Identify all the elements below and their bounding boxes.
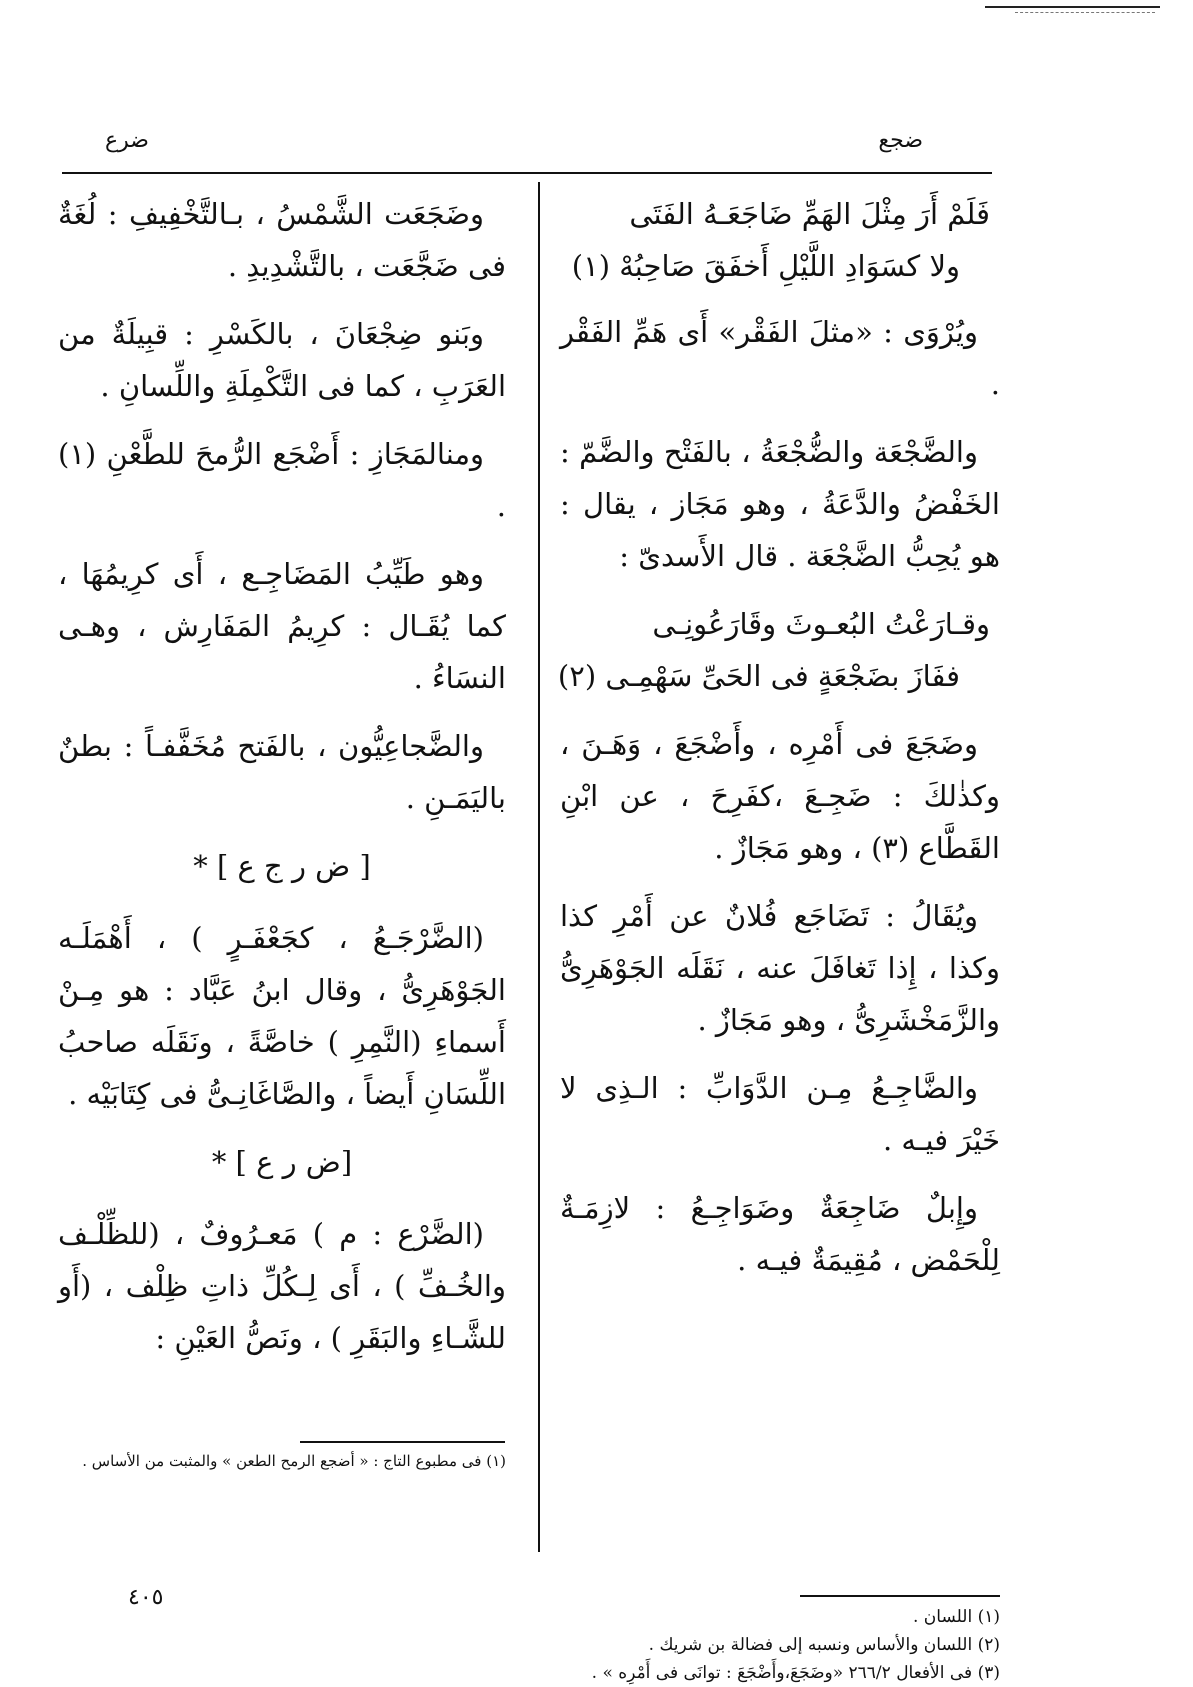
paragraph: (الضَّرْع : م ) مَعـرُوفٌ ، (للظِّلْـف والخُـفِّ ) ، أَى لِـكُلِّ ذاتِ ظِلْف ، (أَو للشَّـاءِ والبَقَرِ ) ، ونَصُّ العَيْنِ : — [58, 1217, 506, 1355]
left-column — [58, 188, 506, 1380]
paragraph: وإِبلٌ ضَاجِعَةٌ وضَوَاجِـعُ : لازِمَـةٌ لِلْحَمْض ، مُقِيمَةٌ فيـه . — [560, 1191, 1000, 1277]
top-border-dashed-line — [1015, 12, 1155, 13]
paragraph: والضَّجْعَة والضُّجْعَةُ ، بالفَتْح والضَّمّ : الخَفْضُ والدَّعَةُ ، وهو مَجَاز ، يقال : هو يُحِبُّ الضَّجْعَة . قال الأَسدىّ : — [560, 435, 1000, 573]
verse-line: فَلَمْ أَرَ مِثْلَ الهَمِّ ضَاجَعَـهُ الفَتَى — [629, 197, 990, 231]
paragraph: ويُرْوَى : «مثلَ الفَقْر» أَى هَمِّ الفَقْر . — [560, 315, 1000, 401]
verse-line: ولا كسَوَادِ اللَّيْلِ أَخفَقَ صَاحِبُهْ (١) — [571, 249, 960, 283]
running-header-left: ضرع — [105, 128, 149, 153]
footnote: (١) فى مطبوع التاج : « أضجع الرمح الطعن » والمثبت من الأساس . — [82, 1452, 506, 1470]
paragraph: وهو طَيِّبُ المَضَاجِـع ، أَى كرِيمُهَا ، كما يُقَـال : كرِيمُ المَفَارِش ، وهـى النسَاءُ . — [58, 557, 506, 695]
paragraph: والضَّجاعِيُّون ، بالفَتح مُخَفَّفـاً : بطنٌ باليَمَـنِ . — [58, 729, 506, 815]
page-number: ٤٠٥ — [128, 1585, 164, 1610]
paragraph: وبَنو ضِجْعَانَ ، بالكَسْرِ : قبِيلَةٌ من العَرَبِ ، كما فى التَّكْمِلَةِ واللِّسانِ . — [58, 317, 506, 403]
footnote-rule-left — [300, 1441, 505, 1443]
top-border-line — [985, 6, 1160, 8]
verse-line: ففَازَ بضَجْعَةٍ فى الحَىِّ سَهْمِـى (٢) — [557, 659, 960, 693]
verse-line: وقـارَعْتُ البُعـوثَ وقَارَعُونِـى — [652, 607, 990, 641]
footnotes-left — [58, 1448, 506, 1474]
paragraph: ومنالمَجَازِ : أَضْجَع الرُّمحَ للطَّعْنِ (١) . — [58, 437, 506, 523]
root-heading: [ض ر ع ] * — [211, 1145, 353, 1179]
paragraph: وضَجَعَت الشَّمْسُ ، بـالتَّخْفِيفِ : لُغَةٌ فى ضَجَّعَت ، بالتَّشْدِيدِ . — [58, 197, 506, 283]
paragraph: ويُقَالُ : تَضَاجَع فُلانٌ عن أَمْرِ كذا وكذا ، إِذا تَغافَلَ عنه ، نَقَلَه الجَوْهَرِىُّ والزَّمَخْشَرِىُّ ، وهو مَجَازٌ . — [560, 899, 1000, 1037]
paragraph: والضَّاجِـعُ مِـن الدَّوَابِّ : الـذِى لا خَيْرَ فيـه . — [560, 1071, 1000, 1157]
footnote: (١) اللسان . — [913, 1607, 1000, 1627]
paragraph: وضَجَعَ فى أَمْرِه ، وأَضْجَعَ ، وَهَـنَ ، وكذٰلكَ : ضَجِـعَ ،كفَرِحَ ، عن ابْنِ القَطَّاع (٣) ، وهو مَجَازٌ . — [560, 727, 1000, 865]
right-column — [557, 188, 1000, 1302]
column-divider — [538, 182, 540, 1552]
paragraph: (الضَّرْجَـعُ ، كجَعْفَـرٍ ) ، أَهْمَلَـه الجَوْهَرِىُّ ، وقال ابنُ عَبَّاد : هو مِـنْ أَسماءِ (النَّمِرِ ) خاصَّةً ، ونَقَلَه صاحبُ اللِّسَانِ أَيضاً ، والصَّاغَانِـىُّ فى كِتَابَيْه . — [58, 921, 506, 1111]
footnotes-right — [560, 1603, 1000, 1687]
footnote: (٢) اللسان والأساس ونسبه إلى فضالة بن شريك . — [648, 1635, 1000, 1655]
root-heading: [ ض ر ج ع ] * — [193, 849, 371, 883]
footnote: (٣) فى الأفعال ٢٦٦/٢ «وضَجَعَ،وأَضْجَعَ : توانَى فى أَمْرِه » . — [591, 1663, 1000, 1683]
header-rule — [62, 172, 992, 174]
running-header-right: ضجع — [878, 128, 923, 153]
footnote-rule-right — [800, 1595, 1000, 1597]
